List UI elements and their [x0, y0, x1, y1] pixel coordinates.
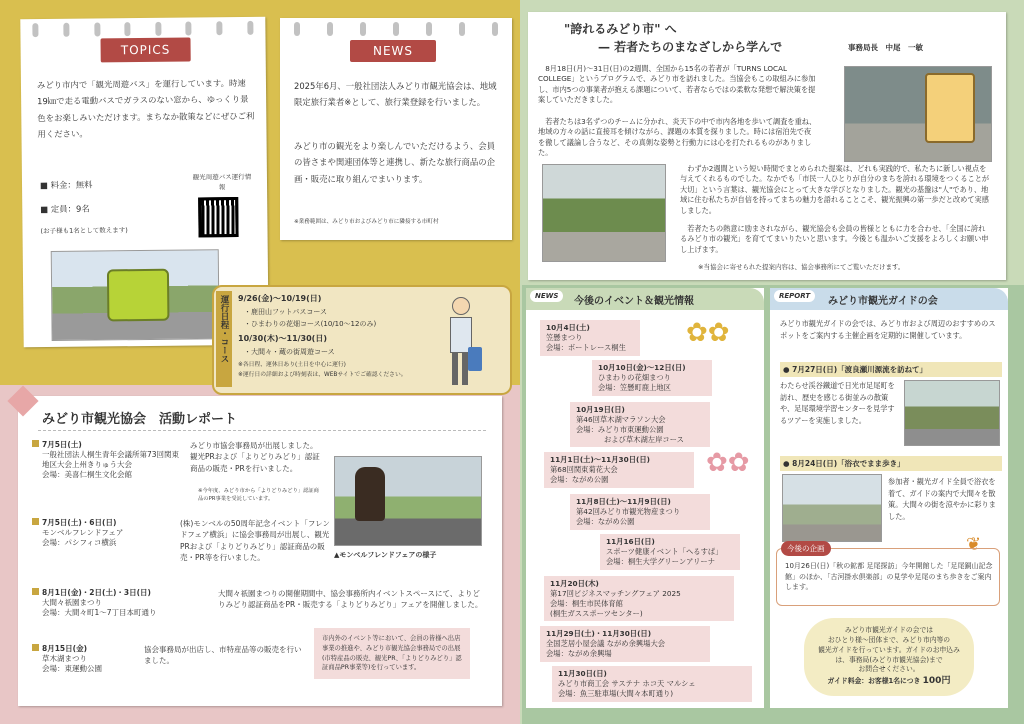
- report-date-2: 7月5日(土)・6日(日): [32, 518, 182, 528]
- report-venue-2: 会場：パシフィコ横浜: [42, 538, 117, 548]
- event-name-6: スポーツ健康イベント「へるすぱ」: [606, 546, 723, 556]
- event-venue-7b: (桐生ガススポーツセンター): [550, 608, 643, 618]
- news-card: [280, 18, 512, 240]
- report-name-3: 大間々祇園まつり: [42, 598, 102, 608]
- topics-body: みどり市内で「観光周遊バス」を運行しています。時速19㎞で走る電動バスでガラスのない窓から、ゆっくり景色をお楽しみいただけます。まちなか散策などにぜひご利用ください。: [36, 77, 255, 140]
- event-name-5: 第42回みどり市観光物産まつり: [576, 506, 681, 516]
- event-venue-3: 会場：みどり市東運動公園: [576, 424, 664, 434]
- plan-text: 10月26日(日)「秋の鉱都 足尾探訪」今年開館した「足尾銅山記念館」のほか、「古河掛水倶楽部」の見学や足尾のまち歩きをご案内します。: [785, 562, 993, 591]
- report-date-1: 7月5日(土): [32, 440, 182, 450]
- event-venue-6: 会場：桐生大学グリーンアリーナ: [606, 556, 716, 566]
- article-p3: わずか2週間という短い時間でまとめられた提案は、どれも実践的で、私たちに新しい視点を与えてくれるものでした。なかでも「市民一人ひとりが自分のまちを誇れる環境をつくることが大切」という言葉は、観光協会にとって大きな学びとなりました。観光の基盤は"人"であり、地域に住む私たちが自信を持ってまちの魅力を語れることこそ、観光振興の第一歩だと改めて実感しました。: [680, 164, 990, 215]
- guide-tour-1-desc: わたらせ渓谷鐵道で日光市足尾町を訪れ、歴史を感じる街並みの散策や、足尾環境学習センターを見学するツアーを実施しました。: [780, 381, 895, 425]
- fair-photo-caption: ▲モンベルフレンドフェアの様子: [334, 551, 437, 559]
- article-p4: 若者たちの熱意に励まされながら、観光協会も会員の皆様とともに力を合わせ、「全国に誇れるみどり市の観光」を育ててまいりたいと思います。今後とも温かいご支援をよろしくお願い申し上げます。: [680, 224, 989, 254]
- news-body-1: 2025年6月、一般社団法人みどり市観光協会は、地域限定旅行業者※として、旅行業登録を行いました。: [294, 81, 497, 108]
- schedule-course-1a: ・鹿田山フットパスコース: [244, 308, 328, 316]
- plan-label: 今後の企画: [781, 541, 831, 556]
- cosmos-flower-icon: ✿✿: [706, 448, 750, 478]
- report-date-4: 8月15日(金): [32, 644, 132, 654]
- event-venue-3b: および草木湖左岸コース: [604, 434, 684, 444]
- report-desc-3: 大間々祇園まつりの開催期間中、協会事務所内イベントスペースにて、よりどりみどり認証商品をPR・販売する「よりどりみどり」フェアを開催しました。: [218, 589, 483, 610]
- guide-title: みどり市観光ガイドの会: [828, 296, 938, 307]
- event-item-1: [540, 320, 640, 356]
- topics-label: TOPICS: [100, 38, 190, 63]
- bus-shape: [107, 269, 170, 322]
- report-venue-1: 会場：美喜仁桐生文化会館: [42, 470, 132, 480]
- guide-info-line-2: おひとり様〜団体まで、みどり市内等の: [827, 635, 951, 644]
- report-name-1: 一般社団法人桐生青年会議所第73回関東地区大会上州きりゅう大会: [42, 450, 180, 470]
- report-item-3: [32, 588, 212, 618]
- qr-code-icon: [198, 197, 238, 237]
- report-info-box: 市内外のイベント等において、会員の皆様へ出店事業の推進や、みどり市観光協会事務局での出展(市特産品の販売、観光PR、「よりどりみどり」認証商品PR事業等)を行っています。: [314, 628, 470, 679]
- event-date-1: 10月4日(土): [546, 323, 590, 332]
- event-venue-2: 会場：笠懸町鹿上地区: [598, 382, 671, 392]
- guide-tag: REPORT: [774, 290, 815, 302]
- article-p1: 8月18日(月)〜31日(日)の2週間、全国から15名の若者が「TURNS LOCAL COLLEGE」というプログラムで、みどり市を訪れました。当協会もこの取組みに参加し、市内5つの事業者が抱える課題について、若者ならではの柔軟な発想で解決策を提案していただきました。: [538, 64, 816, 105]
- article-p2: 若者たちは3名ずつのチームに分かれ、炎天下の中で市内各地を歩いて調査を重ね、地域の方々の話に直接耳を傾けながら、課題の本質を探りました。時には宿泊先で夜を徹して議論し合うなど、その真剣な姿勢と行動力には心を打たれるものがありました。: [538, 117, 817, 158]
- article-card: [528, 12, 1006, 280]
- article-title-2: — 若者たちのまなざしから学んで: [598, 40, 783, 54]
- schedule-period-2: 10/30(木)〜11/30(日): [238, 334, 327, 343]
- guide-section: [770, 288, 1008, 708]
- event-item-3: [570, 402, 710, 447]
- news-body-2: みどり市の観光をより楽しんでいただけるよう、会員の皆さまや関連団体等と連携し、新たな旅行商品の企画・販売に取り組んでまいります。: [294, 141, 495, 184]
- event-venue-4: 会場：ながめ公園: [550, 474, 609, 484]
- report-desc-4: 協会事務局が出店し、市特産品等の販売を行いました。: [144, 645, 302, 666]
- autumn-leaves-icon: ❦: [966, 534, 982, 555]
- guide-tour-2-desc: 参加者・観光ガイド全員で浴衣を着て、ガイドの案内で大間々を散策。大間々の街を涼やかに彩りました。: [888, 477, 996, 521]
- schedule-box: [212, 285, 512, 395]
- event-name-2: ひまわりの花畑まつり: [598, 372, 671, 382]
- report-item-2: [32, 518, 182, 548]
- event-venue-9: 会場：魚三駐車場(大間々本町通り): [558, 688, 674, 698]
- report-venue-4: 会場：東運動公園: [42, 664, 102, 674]
- report-item-4: [32, 644, 132, 674]
- event-date-4: 11月1日(土)〜11月30日(日): [550, 455, 650, 464]
- events-section: [526, 288, 764, 708]
- report-title: みどり市観光協会 活動レポート: [42, 412, 238, 427]
- event-item-8: [540, 626, 710, 662]
- event-item-4: [544, 452, 694, 488]
- event-date-2: 10月10日(金)〜12日(日): [598, 363, 686, 372]
- event-date-9: 11月30日(日): [558, 669, 607, 678]
- event-date-5: 11月8日(土)〜11月9日(日): [576, 497, 671, 506]
- schedule-period-1: 9/26(金)〜10/19(日): [238, 294, 322, 303]
- event-item-5: [570, 494, 710, 530]
- event-name-9: みどり市商工会 サステナ ホコ天 マルシェ: [558, 678, 696, 688]
- guide-info-box: [804, 618, 974, 696]
- news-footnote: ※業務範囲は、みどり市およびみどり市に隣接する市町村: [294, 219, 439, 225]
- event-name-3: 第46回草木湖マラソン大会: [576, 414, 666, 424]
- guide-info-line-4: お問合せください。: [858, 665, 920, 674]
- report-venue-3: 会場：大間々町1〜7丁目本町通り: [42, 608, 157, 618]
- guide-tour-1-title: ● 7月27日(日)「渡良瀬川源流を訪ねて」: [780, 362, 1002, 377]
- schedule-course-2: ・大間々・蔵の街周遊コース: [244, 348, 335, 356]
- guide-fee-value: 100円: [922, 676, 951, 687]
- guide-info-line-3: 観光ガイドを行っています。ガイドのお申込みは、事務局(みどり市観光協会)まで: [818, 645, 960, 664]
- report-desc-1: みどり市協会事務局が出展しました。観光PRおよび「よりどりみどり」認証商品の販売・PRを行いました。: [190, 441, 320, 473]
- guide-info-line-1: みどり市観光ガイドの会では: [844, 626, 934, 634]
- binder-holes: [20, 21, 265, 38]
- event-name-4: 第68回関東菊花大会: [550, 464, 618, 474]
- event-venue-1: 会場：ボートレース桐生: [546, 342, 626, 352]
- plan-box: [776, 544, 1000, 606]
- events-tag: NEWS: [530, 290, 563, 302]
- event-name-8: 全国芝居小屋会議 ながめ余興場大会: [546, 638, 666, 648]
- schedule-vertical-label: 運行日程・コース: [216, 291, 232, 387]
- news-label: NEWS: [350, 40, 436, 62]
- qr-label: 観光周遊バス運行情報: [192, 172, 252, 191]
- event-date-8: 11月29日(土)・11月30日(日): [546, 629, 652, 638]
- bear-mascot: [355, 467, 385, 521]
- yukata-photo: [782, 474, 882, 542]
- report-title-underline: [38, 430, 486, 431]
- schedule-course-1b: ・ひまわりの花畑コース(10/10〜12のみ): [244, 320, 377, 328]
- college-photo-2: [542, 164, 666, 262]
- fair-photo: [334, 456, 482, 546]
- binder-holes: [280, 22, 512, 36]
- article-note: ※当協会に寄せられた提案内容は、協会事務所にてご覧いただけます。: [698, 263, 905, 271]
- event-item-6: [600, 534, 740, 570]
- activity-report-card: [18, 396, 502, 706]
- guide-fee-label: ガイド料金：お客様1名につき: [827, 677, 921, 686]
- schedule-note-2: ※運行日の詳細および時刻表は、WEBサイトでご確認ください。: [238, 372, 407, 378]
- event-date-6: 11月16日(日): [606, 537, 655, 546]
- guide-tour-2-title: ● 8月24日(日)「浴衣でまま歩き」: [780, 456, 1002, 471]
- bus-photo: [51, 249, 220, 341]
- topics-fee: ■ 料金：無料: [39, 179, 93, 191]
- event-item-2: [592, 360, 712, 396]
- topics-capacity: ■ 定員：9名: [40, 203, 90, 215]
- article-title-1: "誇れるみどり市" へ: [564, 22, 677, 36]
- event-name-7: 第17回ビジネスマッチングフェア 2025: [550, 588, 681, 598]
- event-date-3: 10月19日(日): [576, 405, 625, 414]
- event-date-7: 11月20日(木): [550, 579, 599, 588]
- event-venue-7: 会場：桐生市民体育館: [550, 598, 623, 608]
- guide-intro: みどり市観光ガイドの会では、みどり市および周辺のおすすめのスポットをご案内する主催企画を定期的に開催しています。: [780, 319, 996, 340]
- event-item-9: [552, 666, 752, 702]
- sunflower-icon: ✿✿: [686, 318, 730, 348]
- guide-fee-row: [804, 675, 974, 688]
- article-author: 事務局長 中尾 一敏: [848, 43, 923, 52]
- ashio-photo: [904, 380, 1000, 446]
- report-date-3: 8月1日(金)・2日(土)・3日(日): [32, 588, 212, 598]
- college-photo-1: [844, 66, 992, 162]
- event-name-1: 笠懸まつり: [546, 332, 583, 342]
- report-note-1: ※今年度、みどり市から「よりどりみどり」認証商品のPR事業を受託しています。: [198, 488, 319, 502]
- mascot-board: [925, 73, 975, 143]
- traveler-illustration: [436, 297, 486, 389]
- topics-note: (お子様も1名として数えます): [40, 226, 128, 236]
- report-name-2: モンベルフレンドフェア: [42, 528, 124, 538]
- event-venue-5: 会場：ながめ公園: [576, 516, 635, 526]
- schedule-note-1: ※各日程、運休日あり(土日を中心に運行): [238, 362, 346, 368]
- event-venue-8: 会場：ながめ余興場: [546, 648, 612, 658]
- event-item-7: [544, 576, 734, 621]
- report-item-1: [32, 440, 182, 481]
- report-name-4: 草木湖まつり: [42, 654, 87, 664]
- report-desc-2: (株)モンベルの50周年記念イベント「フレンドフェア横浜」に協会事務局が出展し、観光PRおよび「よりどりみどり」認証商品の販売・PR等を行いました。: [180, 519, 330, 562]
- events-title: 今後のイベント＆観光情報: [574, 296, 694, 307]
